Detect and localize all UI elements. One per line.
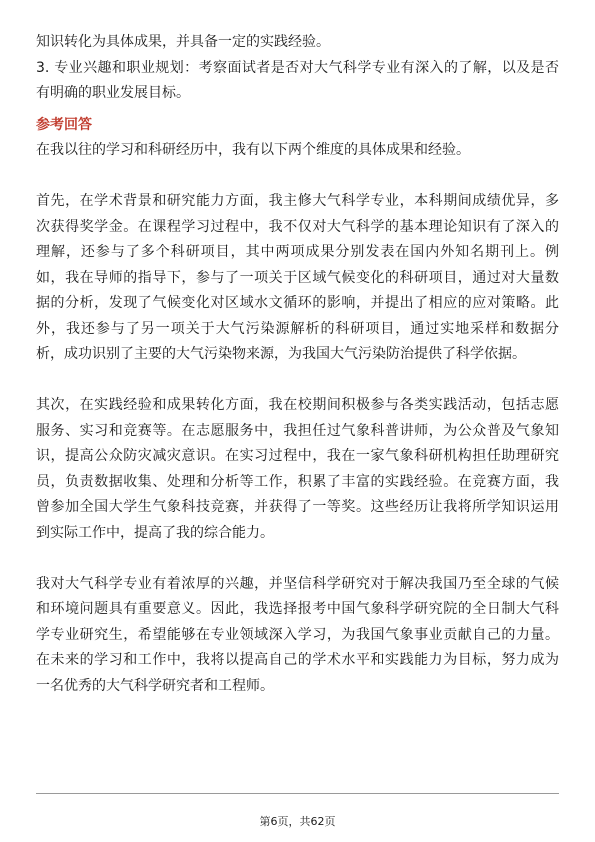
footer-divider <box>36 793 559 794</box>
paragraph-line: 学专业研究生，希望能够在专业领域深入学习，为我国气象事业贡献自己的力量。 <box>36 626 559 643</box>
paragraph-line: 在未来的学习和工作中，我将以提高自己的学术水平和实践能力为目标，努力成为 <box>36 652 559 668</box>
paragraph-line: 首先，在学术背景和研究能力方面，我主修大气科学专业，本科期间成绩优异，多 <box>36 193 559 209</box>
answer-opening: 在我以往的学习和科研经历中，我有以下两个维度的具体成果和经验。 <box>36 142 470 158</box>
paragraph-line: 据的分析，发现了气候变化对区域水文循环的影响，并提出了相应的应对策略。此 <box>36 295 559 311</box>
paragraph-line: 析，成功识别了主要的大气污染物来源，为我国大气污染防治提供了科学依据。 <box>36 346 526 362</box>
paragraph-line: 其次，在实践经验和成果转化方面，我在校期间积极参与各类实践活动，包括志愿 <box>36 397 559 413</box>
paragraph-line: 理解，还参与了多个科研项目，其中两项成果分别发表在国内外知名期刊上。例 <box>36 244 559 260</box>
paragraph-practice <box>36 393 559 546</box>
paragraph-line: 和环境问题具有重要意义。因此，我选择报考中国气象科学研究院的全日制大气科 <box>36 601 559 617</box>
paragraph-line: 我对大气科学专业有着浓厚的兴趣，并坚信科学研究对于解决我国乃至全球的气候 <box>36 575 559 592</box>
paragraph-line: 次获得奖学金。在课程学习过程中，我不仅对大气科学的基本理论知识有了深入的 <box>36 218 559 235</box>
document-body <box>36 30 559 699</box>
intro-line-3: 有明确的职业发展目标。 <box>36 85 190 101</box>
paragraph-line: 识，提高公众防灾减灾意识。在实习过程中，我在一家气象科研机构担任助理研究 <box>36 448 559 464</box>
paragraph-line: 外，我还参与了另一项关于大气污染源解析的科研项目，通过实地采样和数据分 <box>36 320 559 337</box>
paragraph-line: 曾参加全国大学生气象科技竞赛，并获得了一等奖。这些经历让我将所学知识运用 <box>36 499 559 515</box>
paragraph-gap <box>36 546 559 572</box>
page-number: 第6页，共62页 <box>259 815 336 828</box>
paragraph-gap <box>36 164 559 190</box>
paragraph-interest <box>36 572 559 700</box>
intro-line-2: 3. 专业兴趣和职业规划：考察面试者是否对大气科学专业有深入的了解，以及是否 <box>36 59 559 76</box>
paragraph-line: 服务、实习和竞赛等。在志愿服务中，我担任过气象科普讲师，为公众普及气象知 <box>36 422 559 439</box>
paragraph-academic <box>36 189 559 368</box>
paragraph-line: 一名优秀的大气科学研究者和工程师。 <box>36 677 274 694</box>
answer-heading: 参考回答 <box>36 116 92 133</box>
paragraph-line: 员，负责数据收集、处理和分析等工作，积累了丰富的实践经验。在竞赛方面，我 <box>36 473 559 490</box>
paragraph-gap <box>36 368 559 394</box>
paragraph-line: 如，我在导师的指导下，参与了一项关于区域气候变化的科研项目，通过对大量数 <box>36 269 559 286</box>
paragraph-line: 到实际工作中，提高了我的综合能力。 <box>36 524 274 541</box>
intro-line-1: 知识转化为具体成果，并具备一定的实践经验。 <box>36 34 330 50</box>
